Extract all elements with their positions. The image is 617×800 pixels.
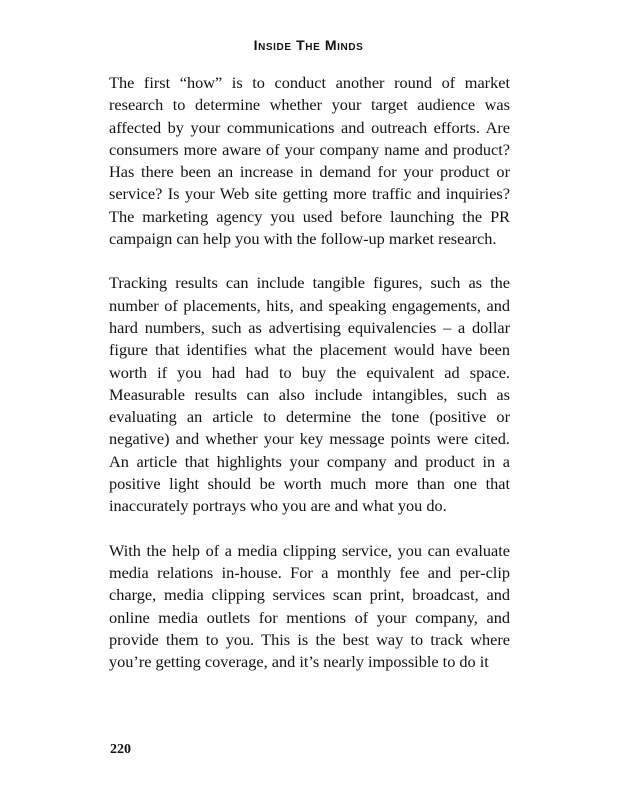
body-text [109,72,510,695]
paragraph-market-research: The first “how” is to conduct another round of market research to determine whether your target audience was affected by your communications and outreach efforts. Are consumers more aware of your company name and product? Has there been an increase in demand for your product or service? Is your Web site getting more traffic and inquiries? The marketing agency you used before launching the PR campaign can help you with the follow-up market research. [109,73,510,249]
page-number: 220 [110,742,131,757]
paragraph-tracking-results: Tracking results can include tangible figures, such as the number of placements, hits, and speaking engagements, and hard numbers, such as advertising equivalencies – a dollar figure that identifies what the placement would have been worth if you had had to buy the equivalent ad space. Measurable results can also include intangibles, such as evaluating an article to determine the tone (positive or negative) and whether your key message points were cited. An article that highlights your company and product in a positive light should be worth much more than one that inaccurately portrays who you are and what you do. [109,273,510,516]
running-header: Inside The Minds [253,37,364,53]
paragraph-media-clipping: With the help of a media clipping service, you can evaluate media relations in-house. For a monthly fee and per-clip charge, media clipping services scan print, broadcast, and online media outlets for mentions of your company, and provide them to you. This is the best way to track where you’re getting coverage, and it’s nearly impossible to do it [109,540,510,672]
